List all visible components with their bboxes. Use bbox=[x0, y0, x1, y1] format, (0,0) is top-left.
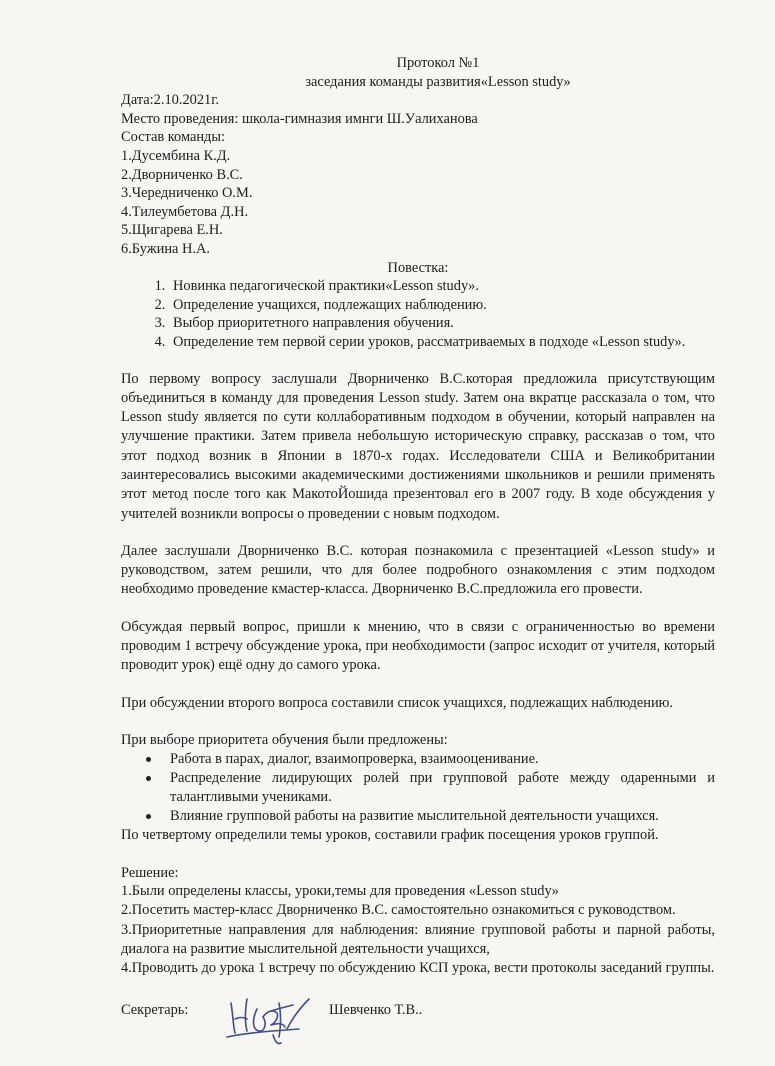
secretary-block bbox=[121, 1001, 715, 1051]
team-member: 5.Щигарева Е.Н. bbox=[121, 222, 223, 239]
paragraph-presentation: Далее заслушали Дворниченко В.С. которая познакомила с презентацией «Lesson study» и руководством, затем решили, что для более подробного ознакомления с этим подходом необходимо проведение кмастер-класса. Дворниченко В.С.предложила его провести. bbox=[121, 542, 715, 598]
priority-item: Распределение лидирующих ролей при групповой работе между одаренными и талантливыми учениками. bbox=[170, 770, 715, 806]
decision-item: 2.Посетить мастер-класс Дворниченко В.С. самостоятельно ознакомиться с руководством. bbox=[121, 902, 676, 919]
agenda bbox=[121, 259, 715, 352]
team-member: 2.Дворниченко В.С. bbox=[121, 166, 243, 183]
priority-item: Влияние групповой работы на развитие мыслительной деятельности учащихся. bbox=[168, 807, 715, 826]
agenda-title: Повестка: bbox=[387, 259, 449, 276]
team-member: 4.Тилеумбетова Д.Н. bbox=[121, 203, 249, 220]
team-member: 6.Бужина Н.А. bbox=[121, 240, 211, 257]
decision-item: 4.Проводить до урока 1 встречу по обсуждению КСП урока, вести протоколы заседаний группы. bbox=[121, 960, 715, 977]
priority-item: Работа в парах, диалог, взаимопроверка, взаимооценивание. bbox=[168, 750, 715, 769]
agenda-item: 4. Определение тем первой серии уроков, рассматриваемых в подходе «Lesson study». bbox=[169, 333, 715, 352]
paragraph-first-question: По первому вопросу заслушали Дворниченко В.С.которая предложила присутствующим объединиться в команду для проведения Lesson study. Затем она вкратце рассказала о том, что Lesson study является по сути коллаборативным подходом в обучении, который направлен на улучшение практики. Затем привела небольшую историческую справку, рассказав о том, что этот подход возник в Японии в 1870-х годах. Исследователи США и Великобритании заинтересовались высокими академическими достижениями школьников и решили применять этот метод после того как МакотоЙошида презентовал его в 2007 году. В ходе обсуждения у учителей возникли вопросы о проведении с новым подходом. bbox=[121, 370, 715, 522]
meeting-meta bbox=[121, 91, 715, 258]
team-member: 1.Дусембина К.Д. bbox=[121, 147, 231, 164]
agenda-item: 1. Новинка педагогической практики«Lesson study». bbox=[169, 277, 715, 296]
handwritten-signature bbox=[221, 989, 313, 1047]
decision-section bbox=[121, 864, 715, 979]
secretary-name: Шевченко Т.В.. bbox=[329, 1001, 423, 1018]
agenda-list bbox=[121, 277, 715, 351]
decision-item: 3.Приоритетные направления для наблюдения: влияние групповой работы и парной работы, диалога на развитие мыслительной деятельности учащихся, bbox=[121, 921, 715, 958]
paragraph-priority: При выборе приоритета обучения были предложены: bbox=[121, 731, 448, 748]
priority-list bbox=[121, 750, 715, 826]
protocol-header bbox=[161, 54, 715, 91]
decision-item: 1.Были определены классы, уроки,темы для проведения «Lesson study» bbox=[121, 883, 559, 900]
team-member: 3.Чередниченко О.М. bbox=[121, 185, 253, 202]
protocol-title: Протокол №1 bbox=[396, 55, 480, 71]
secretary-label: Секретарь: bbox=[121, 1001, 189, 1018]
paragraph-fourth-question: По четвертому определили темы уроков, составили график посещения уроков группой. bbox=[121, 827, 659, 844]
agenda-item: 3. Выбор приоритетного направления обучения. bbox=[169, 314, 715, 333]
meeting-date: Дата:2.10.2021г. bbox=[121, 92, 220, 109]
paragraph-second-question: При обсуждении второго вопроса составили список учащихся, подлежащих наблюдению. bbox=[121, 694, 674, 711]
paragraph-discussion: Обсуждая первый вопрос, пришли к мнению, что в связи с ограниченностью во времени проводим 1 встречу обсуждение урока, при необходимости (запрос исходит от учителя, который проводит урок) ещё одну до самого урока. bbox=[121, 618, 715, 674]
decision-title: Решение: bbox=[121, 864, 179, 881]
meeting-place: Место проведения: школа-гимназия имнги Ш.Уалиханова bbox=[121, 110, 478, 127]
agenda-item: 2. Определение учащихся, подлежащих наблюдению. bbox=[169, 296, 715, 315]
team-label: Состав команды: bbox=[121, 129, 226, 146]
protocol-subtitle: заседания команды развития«Lesson study» bbox=[305, 73, 571, 90]
